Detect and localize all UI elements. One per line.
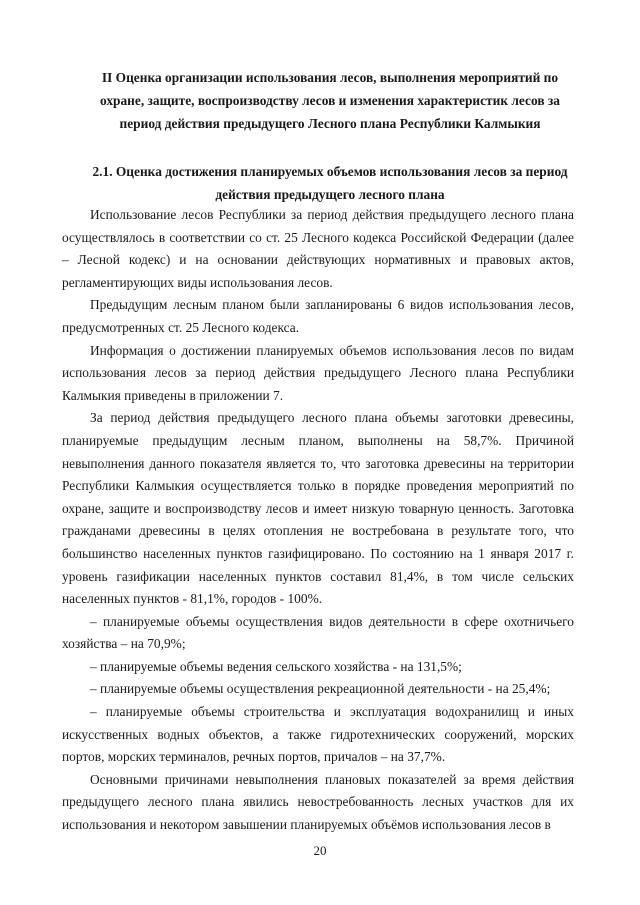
list-item-agriculture: – планируемые объемы ведения сельского хозяйства - на 131,5%;	[90, 658, 462, 674]
paragraph-reasons: Основными причинами невыполнения плановых показателей за время действия предыдущего лесного плана явились невостребованность лесных участков для их использования и некотором завышении планируемых объёмов использования лесов в	[62, 771, 574, 833]
paragraph-planned-types: Предыдущим лесным планом были запланированы 6 видов использования лесов, предусмотренных ст. 25 Лесного кодекса.	[62, 297, 574, 335]
paragraph-forest-use-basis: Использование лесов Республики за период действия предыдущего лесного плана осуществлялось в соответствии со ст. 25 Лесного кодекса Российской Федерации (далее – Лесной кодекс) и на основании действующих нормативных и правовых актов, регламентирующих виды использования лесов.	[62, 207, 574, 290]
paragraph-appendix-reference: Информация о достижении планируемых объемов использования лесов по видам использования лесов за период действия предыдущего Лесного плана Республики Калмыкия приведены в приложении 7.	[62, 342, 574, 403]
list-item-construction: – планируемые объемы строительства и эксплуатация водохранилищ и иных искусственных водных объектов, а также гидротехнических сооружений, морских портов, морских терминалов, речных портов, причалов – на 37,7%.	[62, 704, 574, 765]
section-title: II Оценка организации использования лесов, выполнения мероприятий по охране, защите, воспроизводству лесов и изменения характеристик лесов за период действия предыдущего Лесного плана Республики Калмыкия	[99, 70, 560, 131]
list-item-recreation: – планируемые объемы осуществления рекреационной деятельности - на 25,4%;	[90, 681, 551, 697]
list-item-hunting: – планируемые объемы осуществления видов деятельности в сфере охотничьего хозяйства – на 70,9%;	[62, 613, 574, 652]
page-number: 20	[313, 843, 327, 858]
body-text	[62, 204, 574, 837]
subsection-title: 2.1. Оценка достижения планируемых объемов использования лесов за период действия предыдущего лесного плана	[92, 164, 568, 202]
paragraph-timber-harvest: За период действия предыдущего лесного плана объемы заготовки древесины, планируемые предыдущим лесным планом, выполнены на 58,7%. Причиной невыполнения данного показателя является то, что заготовка древесины на территории Республики Калмыкия осуществляется только в порядке проведения мероприятий по охране, защите и воспроизводству лесов и имеет низкую товарную ценность. Заготовка гражданами древесины в целях отопления не востребована в результате того, что большинство населенных пунктов газифицировано. По состоянию на 1 января 2017 г. уровень газификации населенных пунктов составил 81,4%, в том числе сельских населенных пунктов - 81,1%, городов - 100%.	[62, 410, 574, 607]
